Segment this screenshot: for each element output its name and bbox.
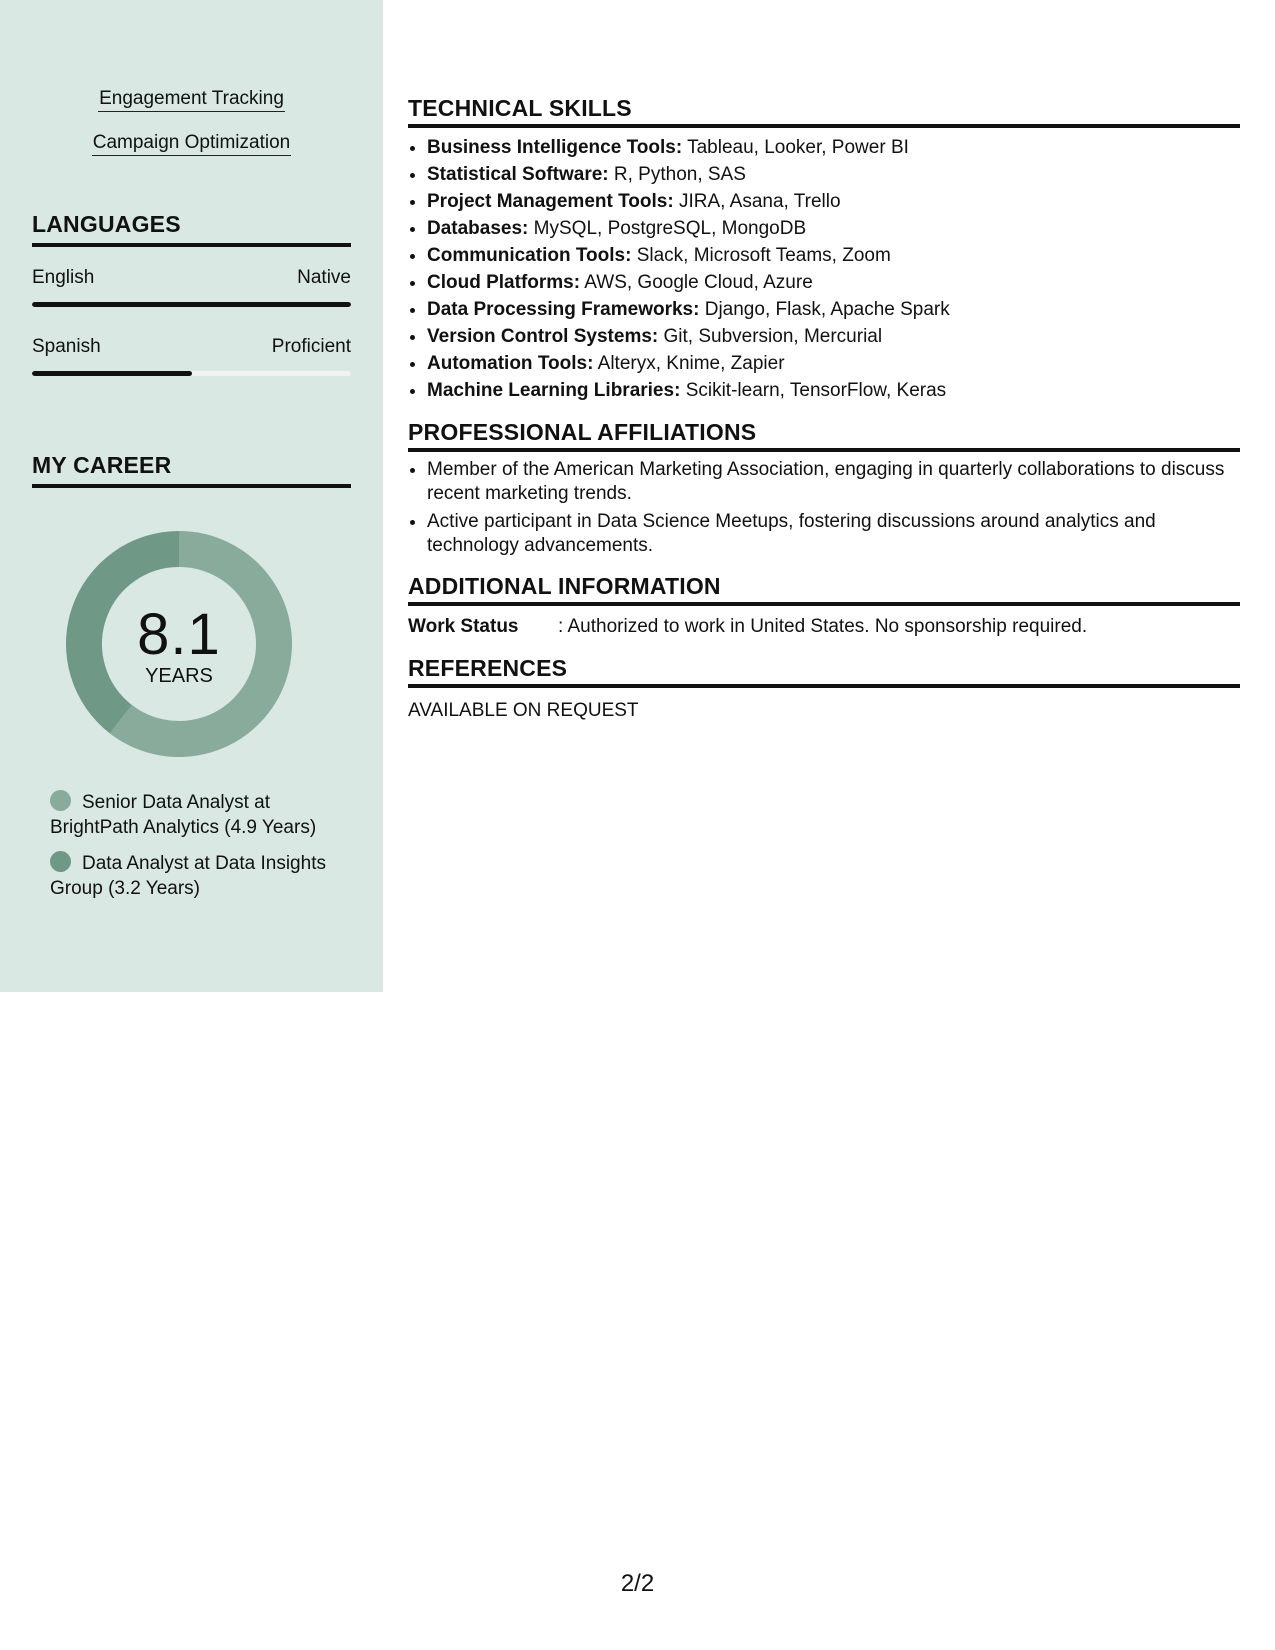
career-heading: MY CAREER <box>32 451 351 488</box>
skill-values: Alteryx, Knime, Zapier <box>597 353 785 374</box>
skill-values: JIRA, Asana, Trello <box>678 191 841 212</box>
skill-category: Project Management Tools: <box>427 191 674 212</box>
list-item <box>427 188 1240 215</box>
skill-values: R, Python, SAS <box>613 164 746 185</box>
references-value: AVAILABLE ON REQUEST <box>408 700 639 721</box>
list-item <box>427 242 1240 269</box>
language-name: English <box>32 267 95 288</box>
list-item <box>427 350 1240 377</box>
main-content <box>408 94 1240 724</box>
page-number: 2/2 <box>620 1570 655 1597</box>
work-status-label: Work Status <box>408 616 519 637</box>
language-level: Proficient <box>271 336 351 357</box>
additional-info-heading: ADDITIONAL INFORMATION <box>408 572 1240 606</box>
skill-category: Statistical Software: <box>427 164 609 185</box>
technical-skills-heading: TECHNICAL SKILLS <box>408 94 1240 128</box>
list-item <box>427 377 1240 404</box>
skill-values: Slack, Microsoft Teams, Zoom <box>636 245 891 266</box>
skill-chip: Engagement Tracking <box>98 86 285 112</box>
technical-skills-list <box>408 134 1240 404</box>
skill-category: Automation Tools: <box>427 353 594 374</box>
skill-chip: Campaign Optimization <box>92 130 291 156</box>
language-level: Native <box>297 267 351 288</box>
references-heading: REFERENCES <box>408 654 1240 688</box>
skill-category: Version Control Systems: <box>427 326 659 347</box>
list-item <box>427 323 1240 350</box>
career-legend <box>50 790 350 912</box>
language-bar <box>32 371 351 376</box>
skill-values: Scikit-learn, TensorFlow, Keras <box>685 380 947 401</box>
legend-dot-icon <box>50 790 71 811</box>
list-item: • Active participant in Data Science Meetups, fostering discussions around analytics and technology advancements. <box>427 510 1240 558</box>
skill-values: Git, Subversion, Mercurial <box>663 326 883 347</box>
list-item <box>427 134 1240 161</box>
work-status-value: : Authorized to work in United States. No sponsorship required. <box>558 616 1088 637</box>
skill-category: Business Intelligence Tools: <box>427 137 683 158</box>
skill-category: Data Processing Frameworks: <box>427 299 700 320</box>
list-item <box>427 296 1240 323</box>
language-row-english <box>32 266 351 307</box>
skill-values: AWS, Google Cloud, Azure <box>584 272 813 293</box>
language-bar <box>32 302 351 307</box>
languages-heading: LANGUAGES <box>32 210 351 247</box>
skill-category: Machine Learning Libraries: <box>427 380 681 401</box>
career-legend-item <box>50 851 350 901</box>
career-legend-label: Senior Data Analyst at BrightPath Analytics (4.9 Years) <box>50 792 317 838</box>
language-name: Spanish <box>32 336 101 357</box>
career-legend-item <box>50 790 350 840</box>
skill-category: Communication Tools: <box>427 245 632 266</box>
sidebar <box>0 0 383 992</box>
affiliations-list <box>408 458 1240 558</box>
affiliations-heading: PROFESSIONAL AFFILIATIONS <box>408 418 1240 452</box>
skill-chips <box>0 86 383 174</box>
language-row-spanish <box>32 335 351 376</box>
skill-values: Tableau, Looker, Power BI <box>687 137 909 158</box>
work-status-row <box>408 614 1240 640</box>
skill-values: Django, Flask, Apache Spark <box>704 299 950 320</box>
list-item <box>427 269 1240 296</box>
list-item <box>427 215 1240 242</box>
list-item: • Member of the American Marketing Association, engaging in quarterly collaborations to discuss recent marketing trends. <box>427 458 1240 506</box>
list-item <box>427 161 1240 188</box>
language-bar-fill <box>32 371 192 376</box>
skill-category: Databases: <box>427 218 529 239</box>
skill-values: MySQL, PostgreSQL, MongoDB <box>533 218 807 239</box>
language-bar-fill <box>32 302 351 307</box>
career-total-years: 8.1 <box>137 602 221 667</box>
legend-dot-icon <box>50 851 71 872</box>
skill-category: Cloud Platforms: <box>427 272 581 293</box>
career-years-unit: YEARS <box>145 665 213 687</box>
career-legend-label: Data Analyst at Data Insights Group (3.2 Years) <box>50 853 326 899</box>
